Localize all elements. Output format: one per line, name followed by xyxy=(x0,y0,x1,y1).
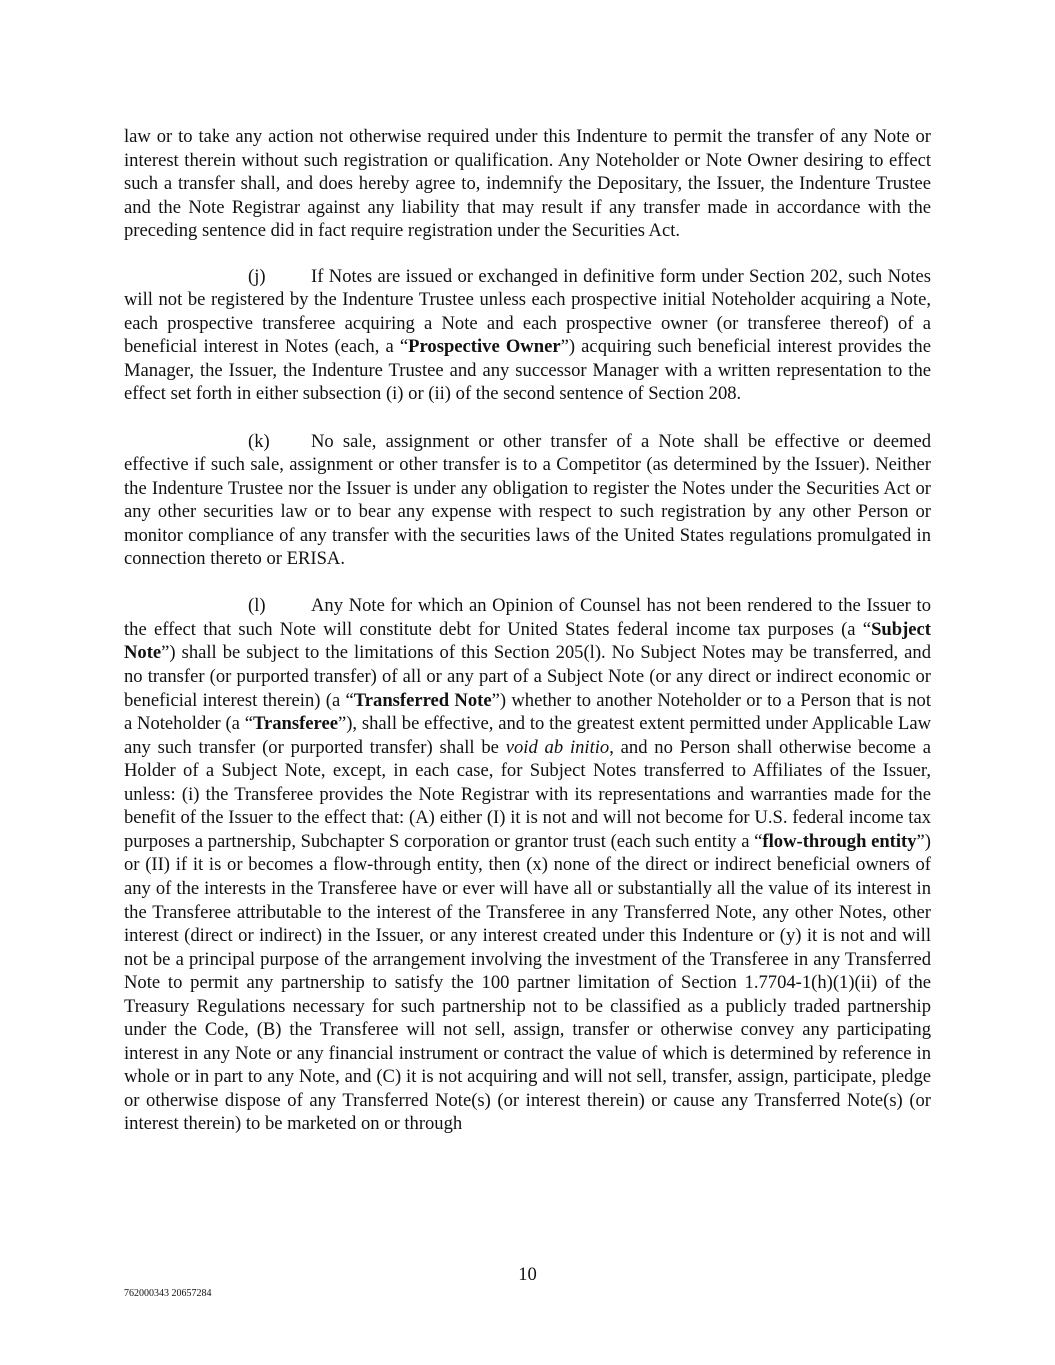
text-run: ”) whether to another Noteholder or to a Person that is not a Noteholder (a “ xyxy=(124,689,931,735)
paragraph-label: (j) xyxy=(248,265,266,287)
paragraph-k xyxy=(124,430,931,571)
paragraph-label: (k) xyxy=(248,430,270,452)
text-run: No sale, assignment or other transfer of a Note shall be effective or deemed effective if such sale, assignment or other transfer is to a Competitor (as determined by the Issuer). Neither the Indenture Trustee nor the Issuer is under any obligation to register the Notes under the Securities Act or any other securities law or to bear any expense with respect to such registration by any other Person or monitor compliance of any transfer with the securities laws of the United States regulations promulgated in connection thereto or ERISA. xyxy=(124,430,931,570)
paragraph-label: (l) xyxy=(248,595,266,617)
text-run: ”) acquiring such beneficial interest provides the Manager, the Issuer, the Indenture Trustee and any successor Manager with a written representation to the effect set forth in either subsection (i) or (ii) of the second sentence of Section 208. xyxy=(124,336,931,405)
paragraph-continuation xyxy=(124,125,931,243)
document-id: 762000343 20657284 xyxy=(124,1288,212,1299)
document-body xyxy=(124,125,931,1160)
defined-term: Prospective Owner xyxy=(408,336,561,358)
defined-term: Transferee xyxy=(252,713,338,735)
page-number: 10 xyxy=(518,1264,537,1285)
paragraph-j xyxy=(124,265,931,406)
text-run: If Notes are issued or exchanged in definitive form under Section 202, such Notes will not be registered by the Indenture Trustee unless each prospective initial Noteholder acquiring a Note, each prospective transferee acquiring a Note and each prospective owner (or transferee thereof) of a beneficial interest in Notes (each, a “ xyxy=(124,265,931,358)
text-run: ”), shall be effective, and to the greatest extent permitted under Applicable Law any such transfer (or purported transfer) shall be xyxy=(124,713,931,758)
paragraph-l xyxy=(124,594,931,1136)
defined-term: Subject Note xyxy=(124,618,931,664)
text-run: ”) or (II) if it is or becomes a flow-through entity, then (x) none of the direct or indirect beneficial owners of any of the interests in the Transferee have or ever will have all or substantially all the value of its interest in the Transferee attributable to the interest of the Transferee in any Transferred Note, any other Notes, other interest (direct or indirect) in the Issuer, or any interest created under this Indenture or (y) it is not and will not be a principal purpose of the arrangement involving the investment of the Transferee in any Transferred Note to permit any partnership to satisfy the 100 partner limitation of Section 1.7704-1(h)(1)(ii) of the Treasury Regulations necessary for such partnership not to be classified as a publicly traded partnership under the Code, (B) the Transferee will not sell, assign, transfer or otherwise convey any participating interest in any Note or any financial instrument or contract the value of which is determined by reference in whole or in part to any Note, and (C) it is not acquiring and will not sell, transfer, assign, participate, pledge or otherwise dispose of any Transferred Note(s) (or interest therein) or cause any Transferred Note(s) (or interest therein) to be marketed on or through xyxy=(124,830,931,1135)
text-run: law or to take any action not otherwise required under this Indenture to permit the transfer of any Note or interest therein without such registration or qualification. Any Noteholder or Note Owner desiring to effect such a transfer shall, and does hereby agree to, indemnify the Depositary, the Issuer, the Indenture Trustee and the Note Registrar against any liability that may result if any transfer made in accordance with the preceding sentence did in fact require registration under the Securities Act. xyxy=(124,126,931,242)
defined-term: flow-through entity xyxy=(762,830,917,852)
text-run: Any Note for which an Opinion of Counsel has not been rendered to the Issuer to the effect that such Note will constitute debt for United States federal income tax purposes (a “ xyxy=(124,595,931,640)
latin-term: void ab initio xyxy=(505,736,610,758)
defined-term: Transferred Note xyxy=(353,689,492,711)
text-run: ”) shall be subject to the limitations of this Section 205(l). No Subject Notes may be transferred, and no transfer (or purported transfer) of all or any part of a Subject Note (or any direct or indirect economic or beneficial interest therein) (a “ xyxy=(124,642,931,711)
text-run: , and no Person shall otherwise become a Holder of a Subject Note, except, in each case, for Subject Notes transferred to Affiliates of the Issuer, unless: (i) the Transferee provides the Note Registrar with its representations and warranties made for the benefit of the Issuer to the effect that: (A) either (I) it is not and will not become for U.S. federal income tax purposes a partnership, Subchapter S corporation or grantor trust (each such entity a “ xyxy=(124,736,931,852)
